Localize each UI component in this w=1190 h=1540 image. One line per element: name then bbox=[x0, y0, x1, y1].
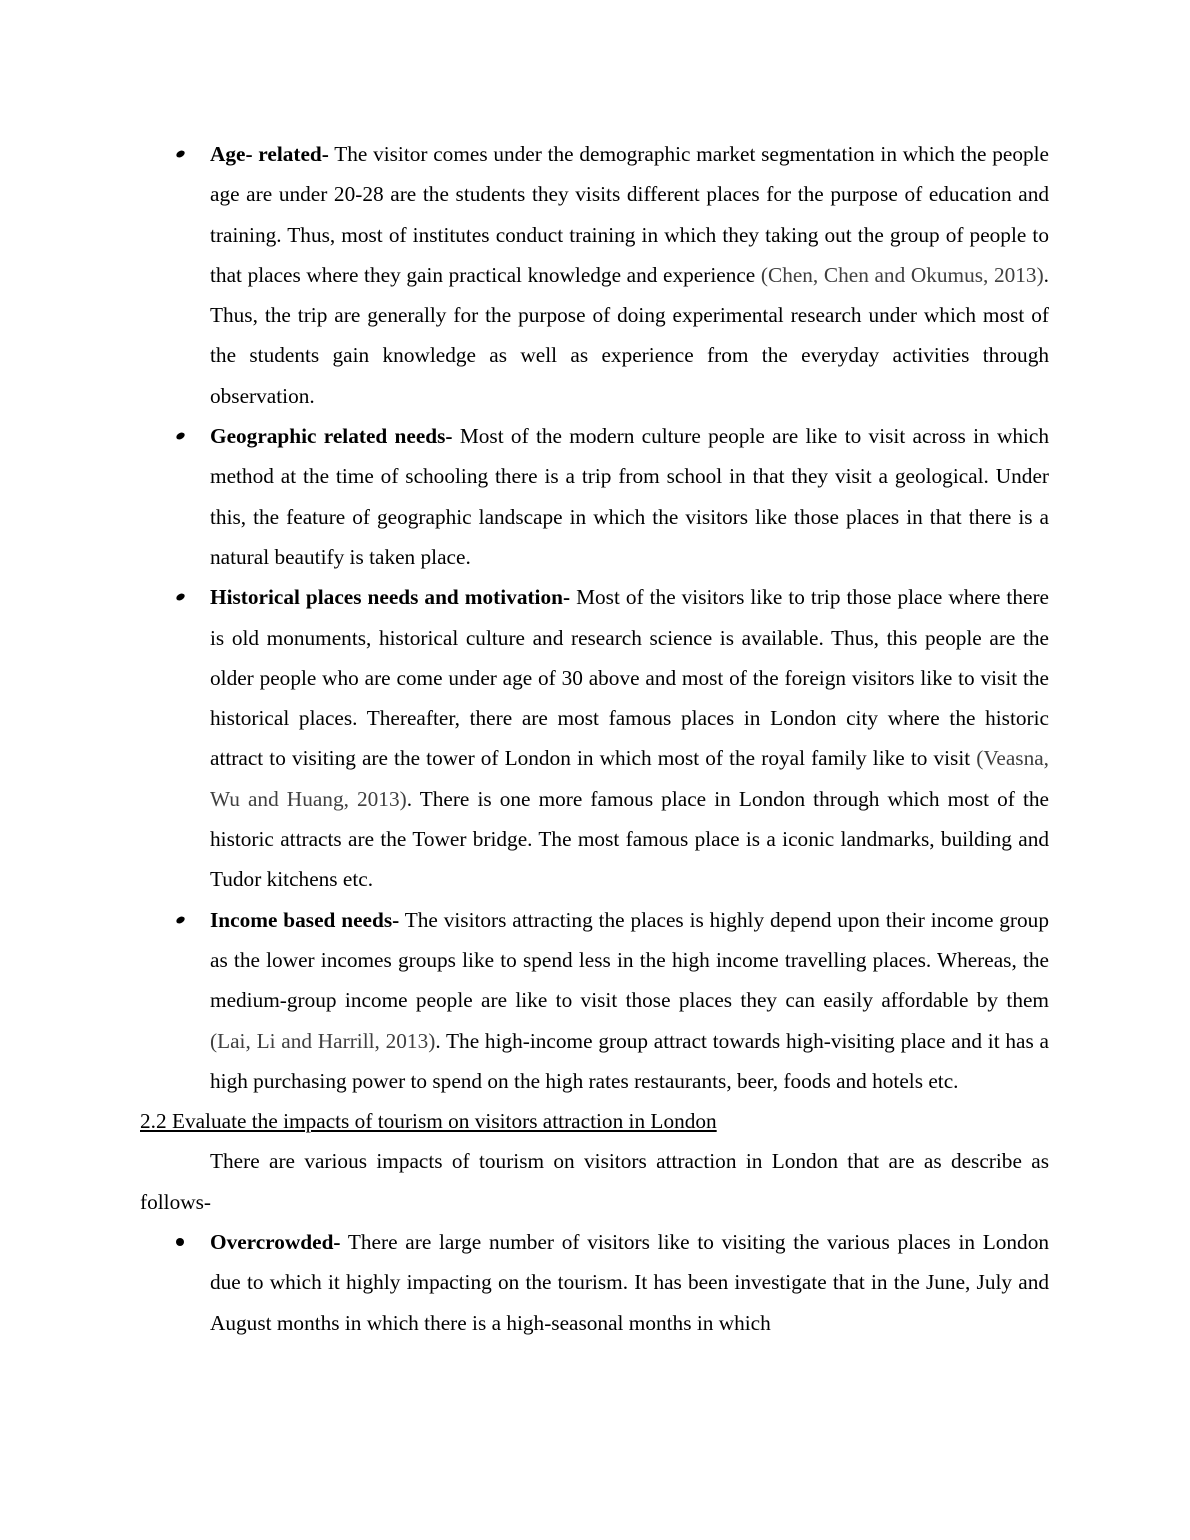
item-text-after: . The high-income group attract towards high-visiting place and it has a high purchasing power to spend on the high rates restaurants, beer, foods and hotels etc. bbox=[210, 1028, 1049, 1093]
bullet-icon bbox=[175, 149, 186, 159]
page-content bbox=[140, 134, 1049, 1343]
item-text: There are large number of visitors like to visiting the various places in London due to which it highly impacting on the tourism. It has been investigate that in the June, July and August months in which there is a high-seasonal months in which bbox=[210, 1230, 1049, 1335]
bullet-icon bbox=[175, 592, 186, 602]
list-item-historical-needs bbox=[140, 577, 1049, 899]
bullet-icon bbox=[175, 431, 186, 441]
term-label: Historical places needs and motivation- bbox=[210, 585, 571, 610]
term-label: Geographic related needs- bbox=[210, 424, 453, 449]
bullet-icon bbox=[175, 915, 186, 925]
item-text: The visitors attracting the places is highly depend upon their income group as the lower incomes groups like to spend less in the high income travelling places. Whereas, the medium-group income people are like to visit those places they can easily affordable by them bbox=[210, 907, 1049, 1013]
item-text: Most of the visitors like to trip those place where there is old monuments, historical culture and research science is available. Thus, this people are the older people who are come under age of 30 above and most of the foreign visitors like to visit the historical places. Thereafter, there are most famous places in London city where the historic attract to visiting are the tower of London in which most of the royal family like to visit bbox=[210, 585, 1049, 771]
citation: (Veasna, Wu and Huang, 2013) bbox=[210, 746, 1049, 811]
list-item-income-needs bbox=[140, 900, 1049, 1101]
item-text-after: . Thus, the trip are generally for the purpose of doing experimental research under which most of the students gain knowledge as well as experience from the everyday activities through observation. bbox=[210, 262, 1049, 408]
list-item-age-related bbox=[140, 134, 1049, 416]
list-item-overcrowded bbox=[140, 1222, 1049, 1343]
needs-list bbox=[140, 134, 1049, 1101]
section-intro: There are various impacts of tourism on visitors attraction in London that are as describe as follows- bbox=[140, 1149, 1049, 1214]
list-item-geographic-needs bbox=[140, 416, 1049, 577]
term-label: Income based needs- bbox=[210, 907, 400, 932]
item-text-after: . There is one more famous place in London through which most of the historic attracts are the Tower bridge. The most famous place is a iconic landmarks, building and Tudor kitchens etc. bbox=[210, 786, 1049, 892]
item-text: The visitor comes under the demographic market segmentation in which the people age are under 20-28 are the students they visits different places for the purpose of education and training. Thus, most of institutes conduct training in which they taking out the group of people to that places where they gain practical knowledge and experience bbox=[210, 142, 1049, 287]
term-label: Age- related- bbox=[210, 142, 329, 166]
citation: (Lai, Li and Harrill, 2013) bbox=[210, 1028, 436, 1053]
item-text: Most of the modern culture people are like to visit across in which method at the time of schooling there is a trip from school in that they visit a geological. Under this, the feature of geographic landscape in which the visitors like those places in that there is a natural beautify is taken place. bbox=[210, 424, 1049, 569]
section-heading: 2.2 Evaluate the impacts of tourism on visitors attraction in London bbox=[140, 1109, 717, 1134]
term-label: Overcrowded- bbox=[210, 1230, 341, 1255]
citation: (Chen, Chen and Okumus, 2013) bbox=[760, 262, 1044, 287]
bullet-icon bbox=[176, 1238, 184, 1246]
impacts-list bbox=[140, 1222, 1049, 1343]
